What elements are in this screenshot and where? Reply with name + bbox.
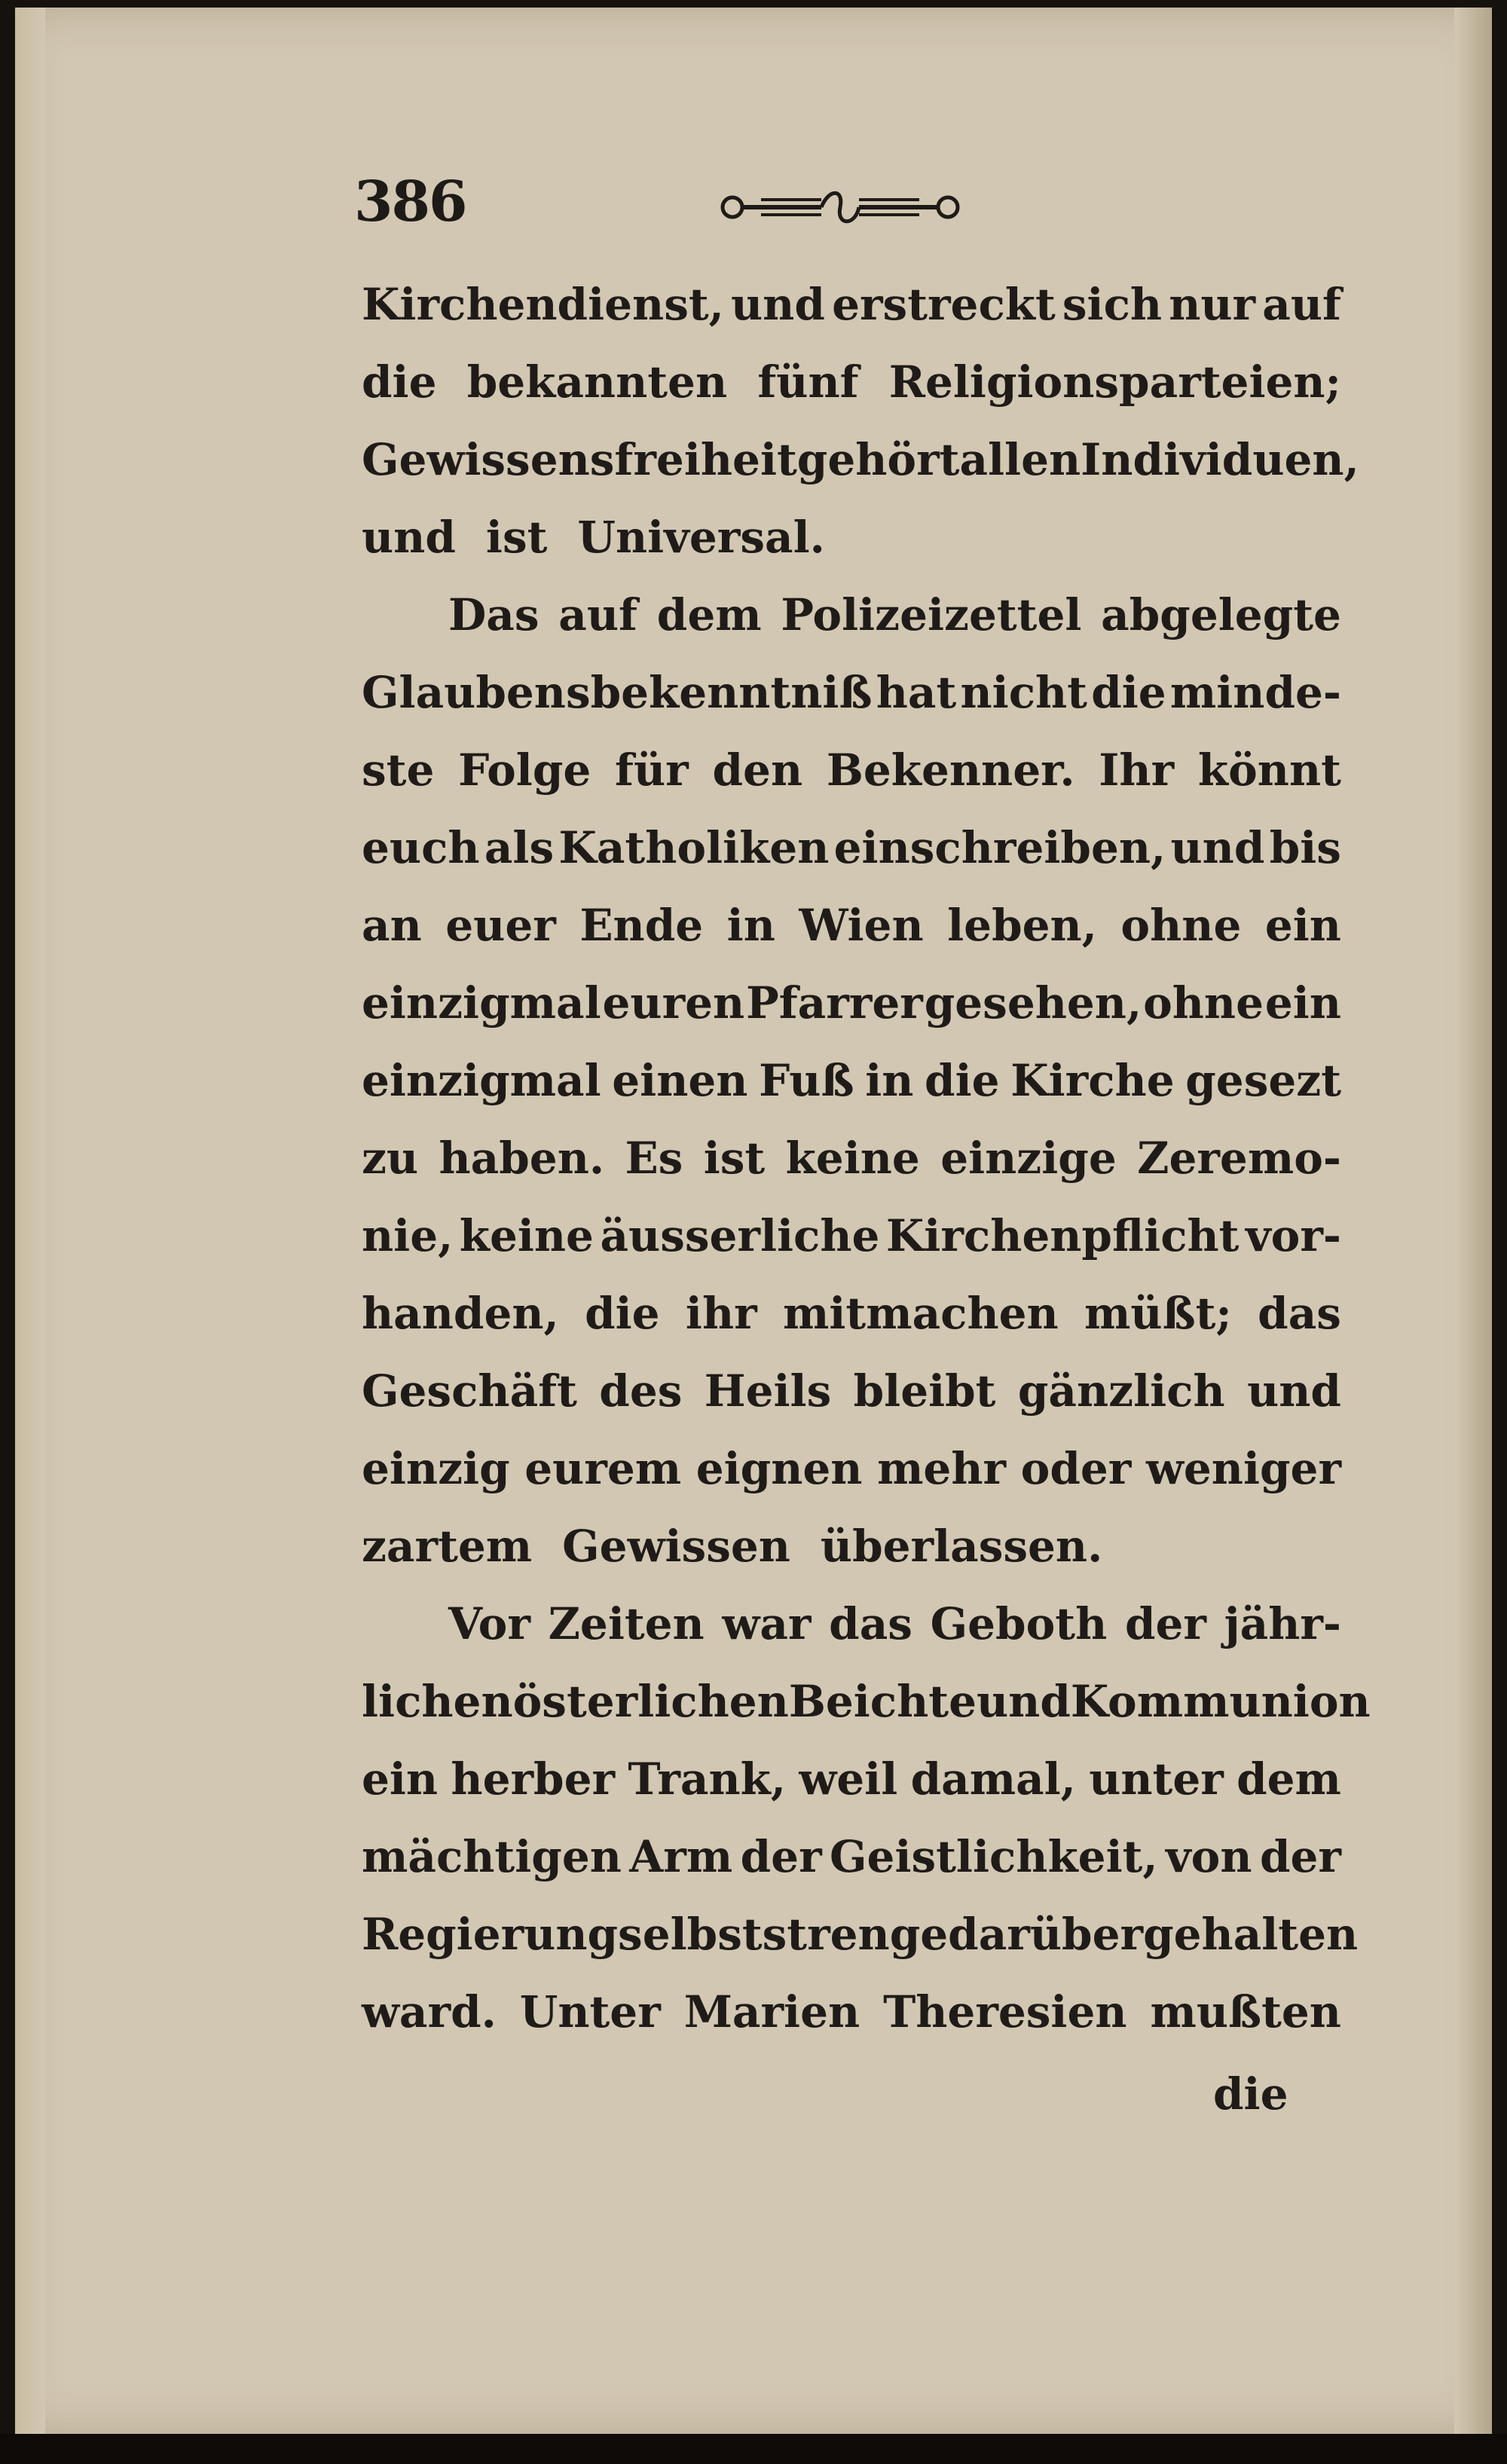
text-line: [362, 1133, 1341, 1210]
text-word: gehört: [796, 434, 960, 485]
text-word: den: [712, 744, 803, 796]
text-word: gesezt: [1185, 1055, 1341, 1106]
text-word: gesehen,: [924, 977, 1142, 1029]
text-word: nur: [1169, 279, 1256, 330]
text-word: keine: [785, 1133, 920, 1184]
text-word: die: [585, 1288, 660, 1339]
text-word: Heils: [704, 1365, 832, 1417]
text-word: strenge: [762, 1909, 949, 1960]
text-word: in: [726, 900, 775, 951]
text-word: zu: [362, 1133, 419, 1184]
text-word: ihr: [685, 1288, 757, 1339]
text-word: Geboth: [930, 1598, 1108, 1649]
text-word: dem: [656, 589, 762, 640]
text-word: gänzlich: [1017, 1365, 1225, 1417]
page-number: 386: [354, 170, 466, 234]
text-line: [362, 1443, 1341, 1521]
text-word: war: [722, 1598, 812, 1649]
text-word: Marien: [683, 1986, 860, 2038]
text-word: euer: [445, 900, 556, 951]
text-word: dem: [1236, 1753, 1341, 1805]
text-word: bekannten: [466, 356, 728, 408]
text-word: weil: [799, 1753, 898, 1805]
text-word: der: [740, 1831, 822, 1882]
page-right-shadow: [1454, 8, 1492, 2434]
text-word: euren: [602, 977, 745, 1029]
text-word: und: [976, 1676, 1071, 1727]
text-word: mehr: [877, 1443, 1007, 1494]
text-word: österlichen: [512, 1676, 789, 1727]
text-word: könnt: [1197, 744, 1341, 796]
text-word: der: [1259, 1831, 1341, 1882]
text-word: Individuen,: [1081, 434, 1359, 485]
text-word: die: [925, 1055, 1000, 1106]
text-word: ste: [362, 744, 435, 796]
text-word: Regierung: [362, 1909, 619, 1960]
text-word: handen,: [362, 1288, 559, 1339]
text-word: von: [1165, 1831, 1252, 1882]
text-word: Geistlichkeit,: [830, 1831, 1158, 1882]
text-word: gehalten: [1143, 1909, 1359, 1960]
body-text: [362, 279, 1371, 2064]
page-left-edge: [15, 8, 45, 2434]
text-word: ward.: [362, 1986, 497, 2038]
text-word: Zeiten: [548, 1598, 705, 1649]
text-word: fünf: [757, 356, 859, 408]
text-line: [362, 822, 1341, 900]
text-word: zartem: [362, 1521, 533, 1572]
text-word: Religionsparteien;: [888, 356, 1341, 408]
text-word: mitmachen: [783, 1288, 1059, 1339]
text-word: mußten: [1150, 1986, 1341, 2038]
text-word: des: [599, 1365, 683, 1417]
text-line: [362, 1753, 1341, 1831]
text-word: Wien: [799, 900, 924, 951]
text-line: [362, 279, 1341, 356]
text-word: einzig: [362, 1443, 510, 1494]
text-word: Fuß: [759, 1055, 854, 1106]
text-word: bleibt: [853, 1365, 996, 1417]
text-word: herber: [451, 1753, 616, 1805]
text-word: damal,: [910, 1753, 1076, 1805]
text-word: Theresien: [883, 1986, 1127, 2038]
text-word: Beichte: [788, 1676, 977, 1727]
text-word: ein: [362, 1753, 439, 1805]
text-word: Unter: [519, 1986, 661, 2038]
text-line: [362, 1831, 1341, 1909]
text-line: [362, 1909, 1359, 1986]
text-word: überlassen.: [820, 1521, 1103, 1572]
text-word: nicht: [960, 667, 1087, 718]
text-word: sich: [1062, 279, 1163, 330]
text-word: Pfarrer: [746, 977, 923, 1029]
text-word: und: [731, 279, 825, 330]
text-word: einzigmal: [362, 977, 601, 1029]
text-word: abgelegte: [1101, 589, 1341, 640]
text-word: lichen: [362, 1676, 513, 1727]
text-word: auf: [558, 589, 637, 640]
text-word: und: [1247, 1365, 1341, 1417]
text-word: ein: [1264, 900, 1341, 951]
text-word: ist: [485, 512, 548, 563]
text-word: Das: [448, 589, 540, 640]
text-word: unter: [1089, 1753, 1224, 1805]
text-word: euch: [362, 822, 480, 873]
text-line: [362, 977, 1341, 1055]
text-word: auf: [1262, 279, 1341, 330]
text-word: allen: [959, 434, 1081, 485]
header-ornament: [716, 185, 964, 230]
text-word: in: [865, 1055, 914, 1106]
text-word: für: [615, 744, 689, 796]
text-word: Katholiken: [558, 822, 830, 873]
text-word: Folge: [458, 744, 591, 796]
text-word: weniger: [1145, 1443, 1341, 1494]
text-word: Ihr: [1099, 744, 1175, 796]
text-word: haben.: [439, 1133, 605, 1184]
text-word: die: [362, 356, 437, 408]
text-word: Kommunion: [1070, 1676, 1371, 1727]
text-word: Glaubensbekenntniß: [362, 667, 873, 718]
text-word: die: [1091, 667, 1166, 718]
text-line: [362, 900, 1341, 977]
page-bottom-edge: [0, 2434, 1507, 2464]
text-word: einzigmal: [362, 1055, 601, 1106]
text-line: [362, 1521, 1341, 1598]
text-word: selbst: [618, 1909, 763, 1960]
text-word: einschreiben,: [833, 822, 1166, 873]
text-word: Universal.: [577, 512, 825, 563]
text-word: Vor: [448, 1598, 530, 1649]
text-word: Polizeizettel: [781, 589, 1082, 640]
text-word: und: [1170, 822, 1265, 873]
catchword: die: [1213, 2068, 1288, 2120]
text-line: [362, 589, 1341, 667]
text-line: [362, 1055, 1341, 1133]
text-word: erstreckt: [832, 279, 1056, 330]
text-word: ein: [1264, 977, 1341, 1029]
text-line: [362, 1986, 1341, 2064]
text-word: als: [484, 822, 555, 873]
text-word: Trank,: [628, 1753, 787, 1805]
text-word: an: [362, 900, 422, 951]
text-word: ohne: [1120, 900, 1242, 951]
text-line: [362, 1365, 1341, 1443]
text-line: [362, 512, 1341, 589]
text-word: ist: [703, 1133, 766, 1184]
text-word: Es: [625, 1133, 683, 1184]
text-word: Arm: [629, 1831, 733, 1882]
text-word: nie,: [362, 1210, 454, 1261]
text-word: Ende: [579, 900, 704, 951]
text-line: [362, 1210, 1341, 1288]
text-word: eignen: [695, 1443, 863, 1494]
text-word: hat: [876, 667, 957, 718]
text-line: [362, 1676, 1371, 1753]
text-line: [362, 356, 1341, 434]
text-word: müßt;: [1084, 1288, 1232, 1339]
text-line: [362, 744, 1341, 822]
text-word: einen: [612, 1055, 748, 1106]
text-word: Kirchendienst,: [362, 279, 724, 330]
text-line: [362, 667, 1341, 744]
text-line: [362, 1288, 1341, 1365]
text-word: Zeremo-: [1137, 1133, 1341, 1184]
text-word: Kirche: [1010, 1055, 1175, 1106]
text-word: ohne: [1143, 977, 1264, 1029]
text-word: der: [1124, 1598, 1206, 1649]
text-line: [362, 434, 1359, 512]
text-word: minde-: [1169, 667, 1341, 718]
text-word: Bekenner.: [826, 744, 1075, 796]
text-word: Gewissen: [562, 1521, 790, 1572]
text-word: jähr-: [1224, 1598, 1341, 1649]
text-word: Gewissensfreiheit: [362, 434, 797, 485]
text-word: Kirchenpflicht: [885, 1210, 1240, 1261]
text-word: vor-: [1245, 1210, 1341, 1261]
text-word: leben,: [947, 900, 1097, 951]
text-word: oder: [1020, 1443, 1132, 1494]
text-word: darüber: [948, 1909, 1144, 1960]
text-word: mächtigen: [362, 1831, 622, 1882]
text-word: eurem: [524, 1443, 682, 1494]
text-word: Geschäft: [362, 1365, 577, 1417]
text-word: das: [829, 1598, 912, 1649]
text-word: äusserliche: [600, 1210, 880, 1261]
text-word: einzige: [940, 1133, 1117, 1184]
text-line: [362, 1598, 1341, 1676]
text-word: und: [362, 512, 456, 563]
text-word: bis: [1269, 822, 1341, 873]
text-word: keine: [459, 1210, 594, 1261]
text-word: das: [1258, 1288, 1341, 1339]
